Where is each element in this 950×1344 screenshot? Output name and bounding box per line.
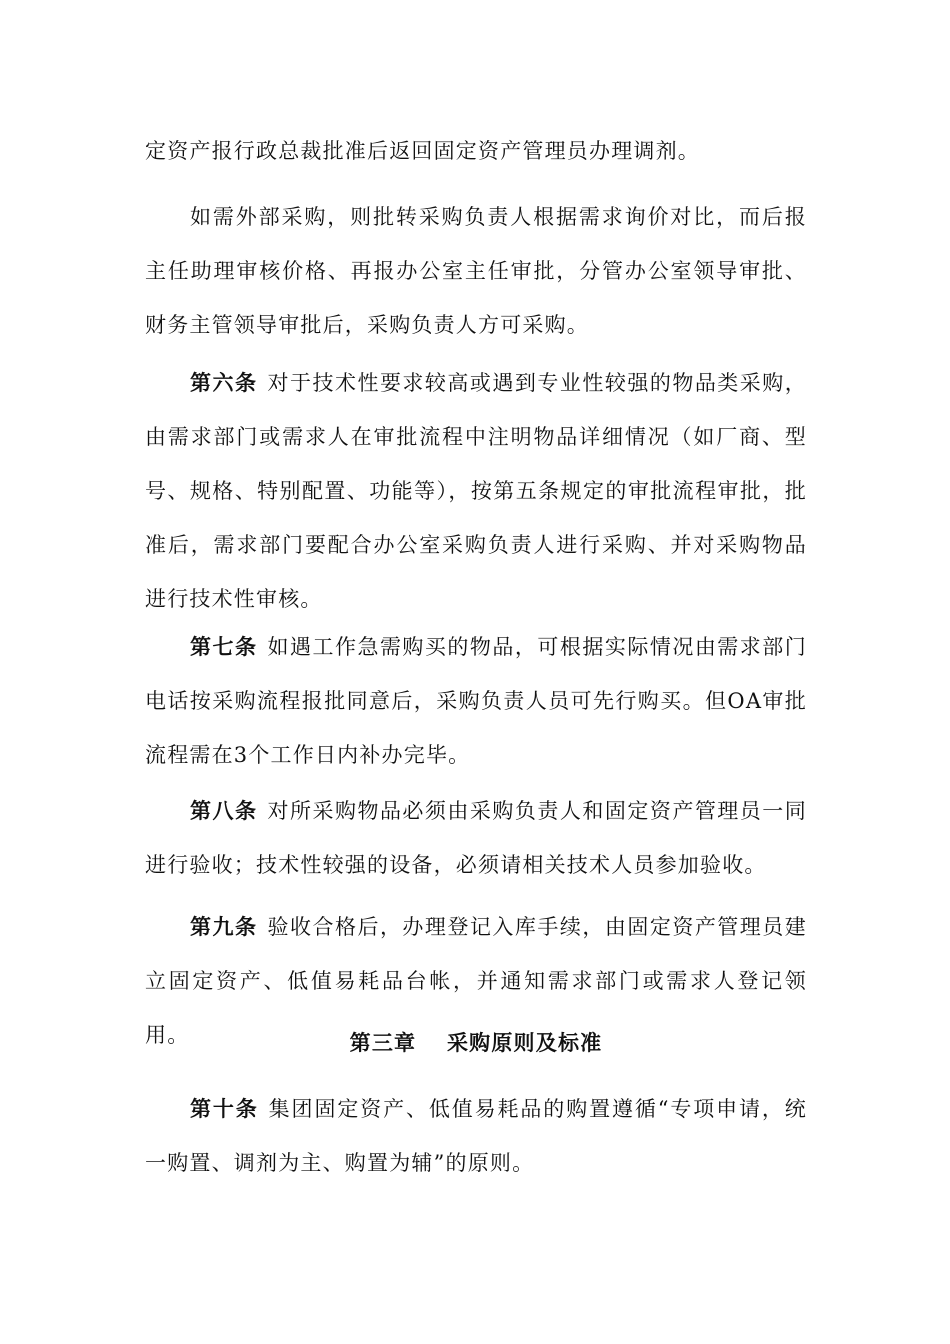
article-number: 第八条 [190,798,258,823]
article-6 [145,356,807,626]
chapter-heading: 第三章 采购原则及标准 [349,1030,603,1055]
paragraph-text: 定资产报行政总裁批准后返回固定资产管理员办理调剂。 [145,139,700,163]
article-text: 验收合格后，办理登记入库手续，由固定资产管理员建立固定资产、低值易耗品台帐，并通知需求部门或需求人登记领用。 [145,915,807,1047]
paragraph-external-purchase [145,190,807,352]
article-text: 集团固定资产、低值易耗品的购置遵循“专项申请，统一购置、调剂为主、购置为辅”的原则。 [145,1097,807,1175]
article-number: 第九条 [190,914,258,939]
article-number: 第七条 [190,634,258,659]
paragraph-continuation [145,124,807,178]
paragraph-text: 如需外部采购，则批转采购负责人根据需求询价对比，而后报主任助理审核价格、再报办公室主任审批，分管办公室领导审批、财务主管领导审批后，采购负责人方可采购。 [145,205,807,337]
article-8 [145,784,807,892]
article-7 [145,620,807,782]
article-number: 第十条 [190,1096,259,1121]
article-10 [145,1082,807,1190]
article-number: 第六条 [190,370,258,395]
article-text: 对所采购物品必须由采购负责人和固定资产管理员一同进行验收；技术性较强的设备，必须请相关技术人员参加验收。 [145,799,807,877]
article-text: 对于技术性要求较高或遇到专业性较强的物品类采购，由需求部门或需求人在审批流程中注明物品详细情况（如厂商、型号、规格、特别配置、功能等），按第五条规定的审批流程审批，批准后，需求部门要配合办公室采购负责人进行采购、并对采购物品进行技术性审核。 [145,371,807,611]
article-text: 如遇工作急需购买的物品，可根据实际情况由需求部门电话按采购流程报批同意后，采购负责人员可先行购买。但OA审批流程需在3个工作日内补办完毕。 [145,635,807,767]
